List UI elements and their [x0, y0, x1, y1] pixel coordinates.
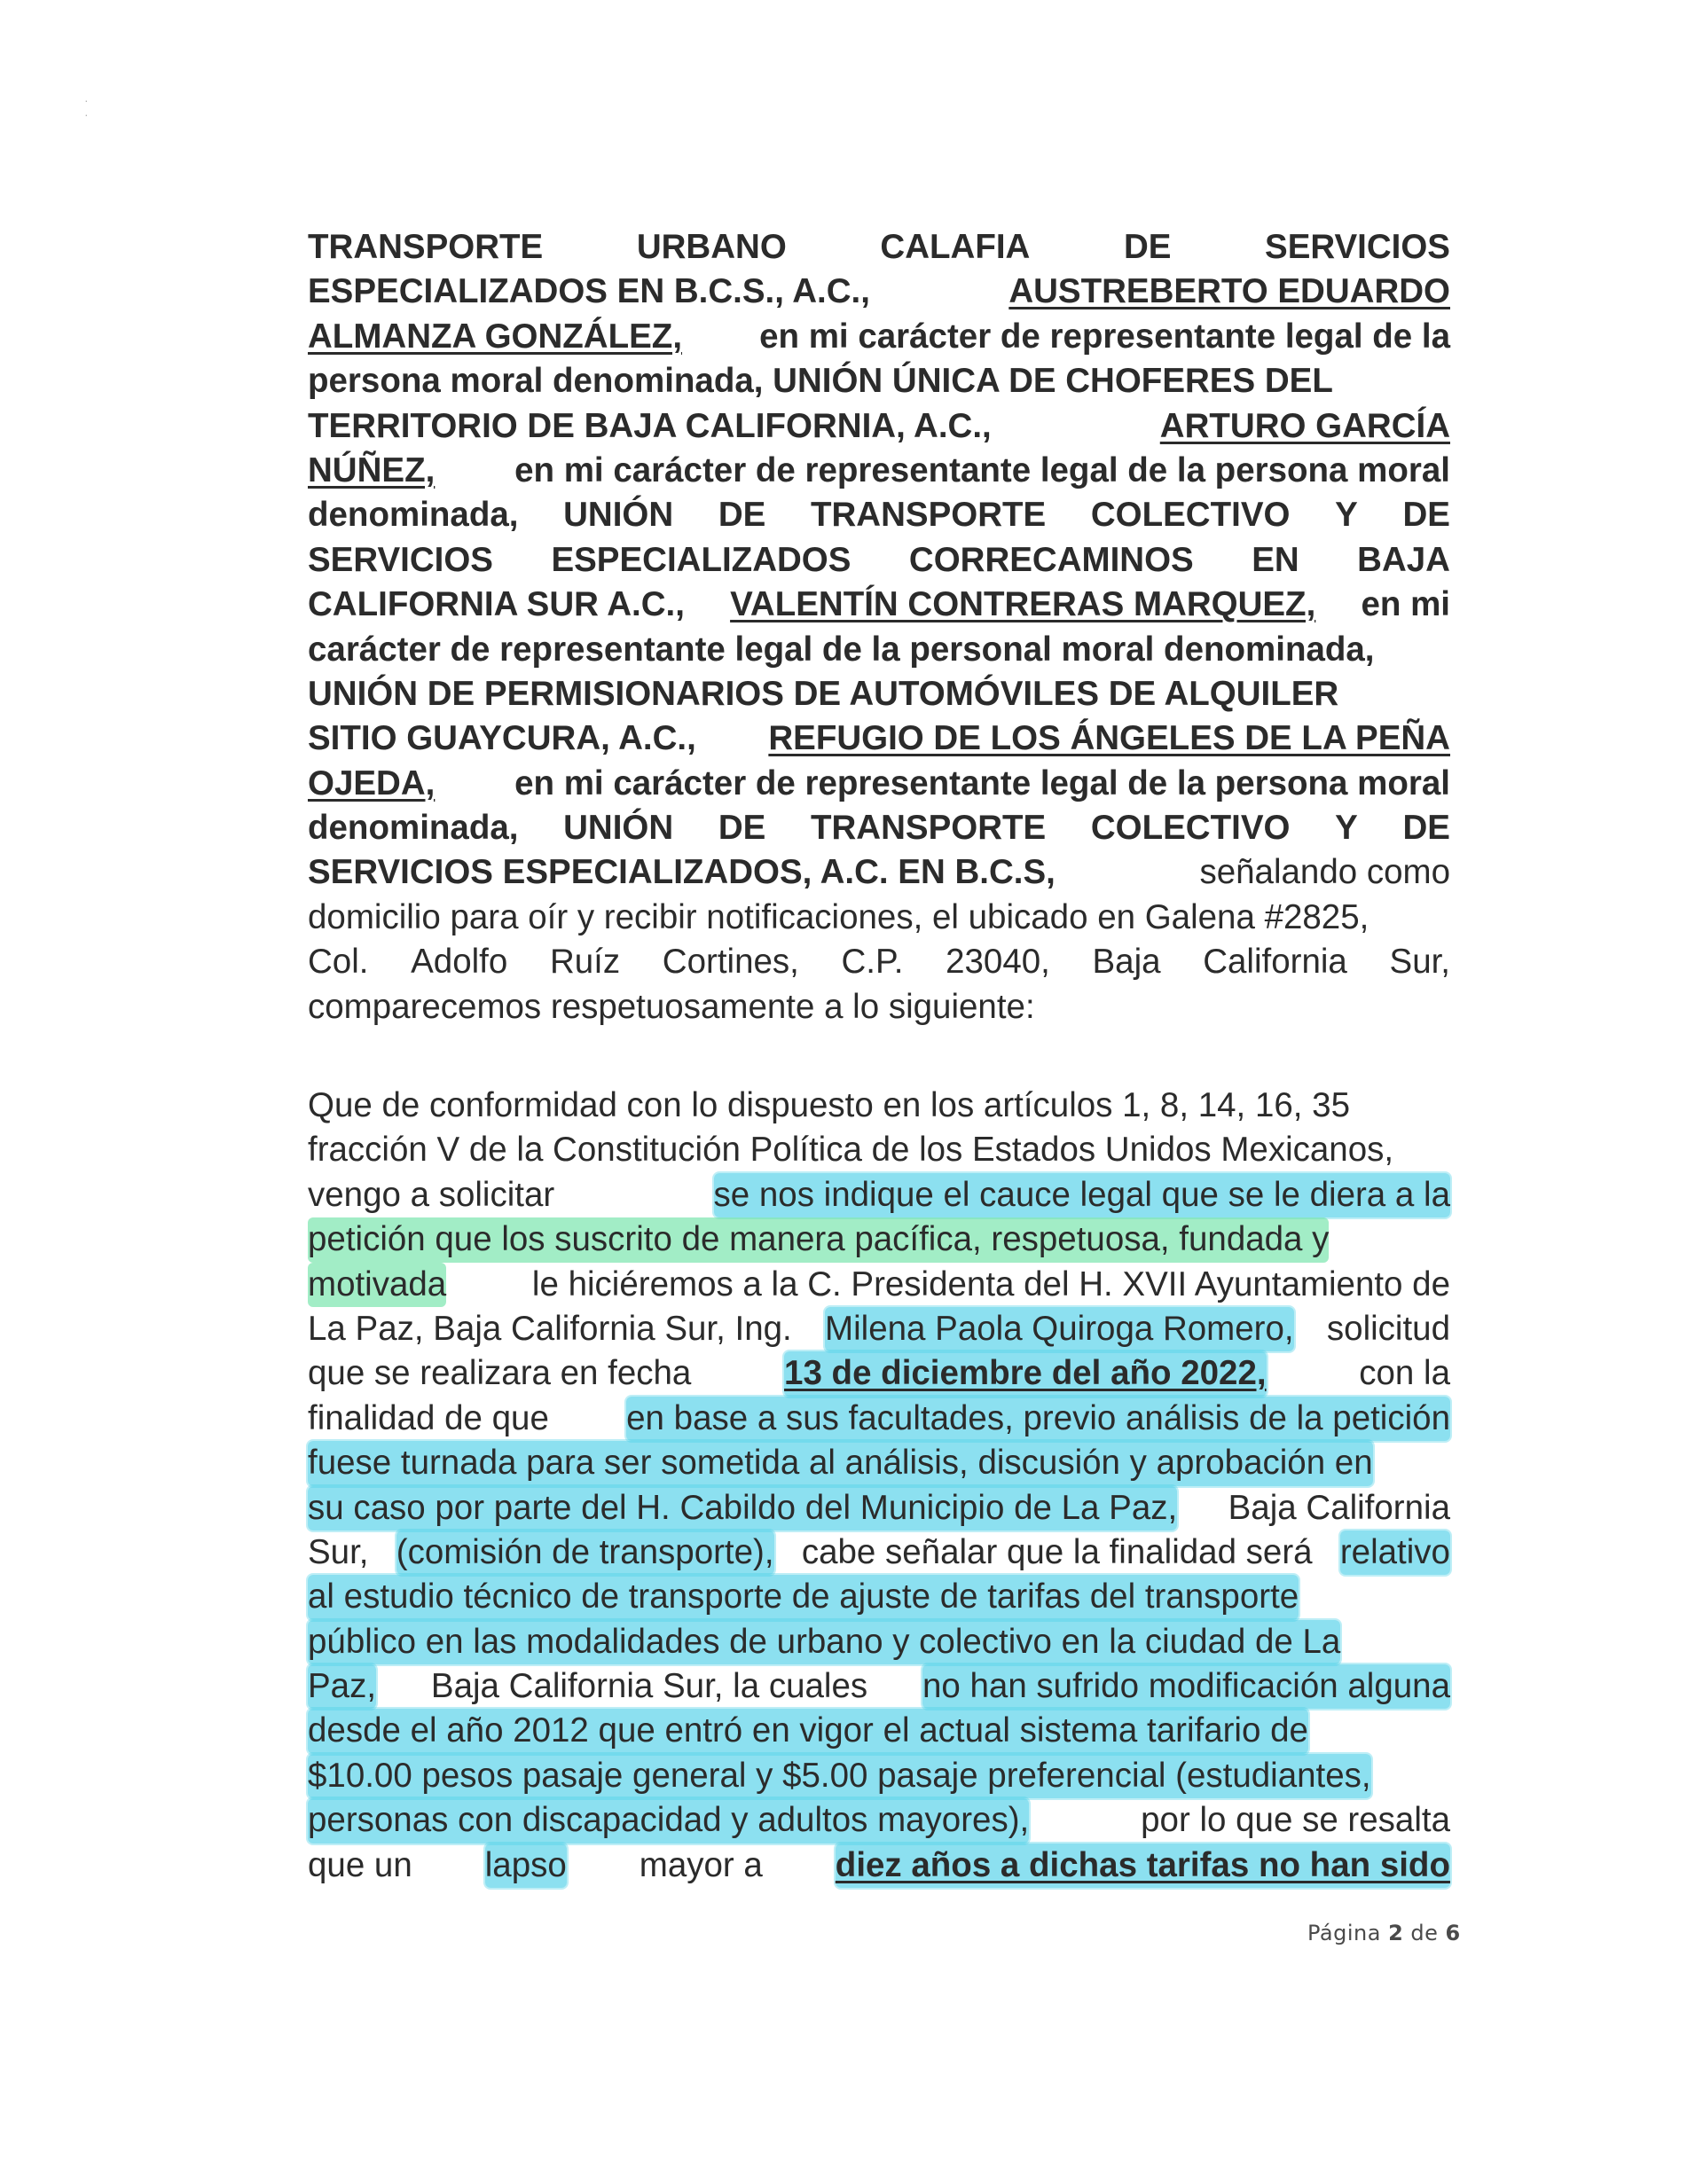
highlighted-text: desde el año 2012 que entró en vigor el actual sistema tarifario de: [308, 1709, 1308, 1753]
word: 23040,: [946, 943, 1050, 982]
text-run: fracción V de la Constitución Política de los Estados Unidos Mexicanos,: [308, 1131, 1394, 1170]
word: DE: [1402, 809, 1450, 848]
text-line: [308, 716, 1450, 761]
highlighted-text: público en las modalidades de urbano y colectivo en la ciudad de La: [308, 1620, 1340, 1664]
text-line: [308, 1486, 1450, 1530]
word: TRANSPORTE: [810, 809, 1047, 848]
representative-name: OJEDA,: [308, 763, 436, 802]
text-run: en mi carácter de representante legal de la persona moral: [514, 763, 1450, 802]
text-run: cabe señalar que la finalidad será: [801, 1532, 1313, 1571]
text-line: [308, 1397, 1450, 1441]
page-current: 2: [1388, 1921, 1404, 1945]
text-line: [308, 1530, 1450, 1575]
text-line: [308, 1128, 1450, 1172]
word: ESPECIALIZADOS: [551, 540, 852, 579]
representative-name: NÚÑEZ,: [308, 450, 436, 489]
text-line: [308, 538, 1450, 583]
text-line: [308, 1307, 1450, 1351]
text-run: TERRITORIO DE BAJA CALIFORNIA, A.C.,: [308, 406, 992, 445]
word: CALAFIA: [880, 228, 1031, 266]
word: BAJA: [1357, 540, 1450, 579]
text-run: por lo que se resalta: [1141, 1801, 1450, 1840]
word: TRANSPORTE: [810, 496, 1047, 535]
text-run: SITIO GUAYCURA, A.C.,: [308, 719, 696, 758]
text-line: [308, 1709, 1450, 1753]
text-run: señalando como: [1199, 853, 1450, 892]
text-line: [308, 940, 1450, 984]
text-run: UNIÓN DE PERMISIONARIOS DE AUTOMÓVILES DE ALQUILER: [308, 674, 1339, 713]
representative-name: AUSTREBERTO EDUARDO: [1008, 272, 1450, 311]
text-line: [308, 1843, 1450, 1888]
word: Y: [1335, 809, 1358, 848]
highlighted-text: petición que los suscrito de manera pacífica, respetuosa, fundada y: [308, 1217, 1329, 1262]
text-line: [308, 583, 1450, 627]
word: Baja: [1092, 943, 1161, 982]
text-line: [308, 985, 1450, 1029]
word: SERVICIOS: [308, 540, 493, 579]
word: DE: [1123, 228, 1172, 266]
highlighted-text: Milena Paola Quiroga Romero,: [825, 1307, 1294, 1351]
text-line: [308, 225, 1450, 270]
text-line: [308, 270, 1450, 314]
text-line: [308, 672, 1450, 716]
word: denominada,: [308, 496, 519, 535]
text-run: que se realizara en fecha: [308, 1354, 692, 1393]
highlighted-text: fuese turnada para ser sometida al análisis, discusión y aprobación en: [308, 1441, 1373, 1485]
highlighted-text: lapso: [485, 1843, 567, 1888]
word: Col.: [308, 943, 369, 982]
word: UNIÓN: [563, 496, 674, 535]
text-line: [308, 1084, 1450, 1128]
word: URBANO: [636, 228, 787, 266]
parties-paragraph: [308, 225, 1450, 1029]
text-run: La Paz, Baja California Sur, Ing.: [308, 1309, 792, 1348]
word: DE: [718, 809, 766, 848]
word: UNIÓN: [563, 809, 674, 848]
text-run: ESPECIALIZADOS EN B.C.S., A.C.,: [308, 272, 870, 311]
word: denominada,: [308, 809, 519, 848]
highlighted-text: no han sufrido modificación alguna: [922, 1664, 1450, 1709]
text-line: [308, 850, 1450, 895]
representative-name: ALMANZA GONZÁLEZ,: [308, 317, 683, 356]
highlighted-text: $10.00 pesos pasaje general y $5.00 pasaje preferencial (estudiantes,: [308, 1754, 1371, 1798]
text-line: [308, 762, 1450, 806]
text-line: [308, 359, 1450, 403]
text-run: Sur,: [308, 1532, 369, 1571]
word: Sur,: [1389, 943, 1450, 982]
text-run: que un: [308, 1845, 412, 1884]
page-total: 6: [1445, 1921, 1461, 1945]
text-run: en mi carácter de representante legal de la: [759, 317, 1450, 356]
word: COLECTIVO: [1090, 809, 1291, 848]
text-line: [308, 1351, 1450, 1396]
text-run: Que de conformidad con lo dispuesto en los artículos 1, 8, 14, 16, 35: [308, 1086, 1350, 1124]
page-separator: de: [1410, 1921, 1439, 1945]
text-line: [308, 628, 1450, 672]
text-line: [308, 1620, 1450, 1664]
word: Cortines,: [662, 943, 799, 982]
petition-paragraph: [308, 1084, 1450, 1888]
text-line: [308, 1441, 1450, 1485]
word: California: [1203, 943, 1347, 982]
page-label: Página: [1307, 1921, 1381, 1945]
text-run: vengo a solicitar: [308, 1175, 555, 1214]
word: CORRECAMINOS: [908, 540, 1194, 579]
word: C.P.: [841, 943, 904, 982]
address-text: domicilio para oír y recibir notificaciones, el ubicado en Galena #2825,: [308, 897, 1369, 936]
text-line: [308, 1263, 1450, 1307]
text-line: [308, 806, 1450, 850]
text-line: [308, 315, 1450, 359]
highlighted-text: motivada: [308, 1263, 446, 1307]
text-run: SERVICIOS ESPECIALIZADOS, A.C. EN B.C.S,: [308, 853, 1056, 892]
scan-mark: · ·: [84, 93, 94, 121]
word: TRANSPORTE: [308, 228, 544, 266]
highlighted-text: se nos indique el cauce legal que se le diera a la: [714, 1173, 1450, 1217]
text-run: finalidad de que: [308, 1398, 549, 1437]
word: Ruíz: [549, 943, 621, 982]
text-run: le hiciéremos a la C. Presidenta del H. XVII Ayuntamiento de: [531, 1264, 1450, 1303]
text-line: [308, 1217, 1450, 1262]
highlighted-text: en base a sus facultades, previo análisis de la petición: [626, 1397, 1450, 1441]
text-run: en mi carácter de representante legal de la persona moral: [514, 450, 1450, 489]
word: Adolfo: [411, 943, 508, 982]
word: DE: [718, 496, 766, 535]
page-number: [1307, 1921, 1461, 1945]
text-line: [308, 493, 1450, 537]
text-line: [308, 1575, 1450, 1619]
text-run: en mi: [1361, 585, 1450, 624]
representative-name: VALENTÍN CONTRERAS MARQUEZ,: [730, 585, 1316, 624]
text-line: [308, 404, 1450, 449]
highlighted-text: relativo: [1340, 1530, 1450, 1575]
text-line: [308, 449, 1450, 493]
representative-name: REFUGIO DE LOS ÁNGELES DE LA PEÑA: [768, 719, 1450, 758]
highlighted-text: personas con discapacidad y adultos mayores),: [308, 1798, 1029, 1843]
text-line: [308, 1664, 1450, 1709]
word: Y: [1335, 496, 1358, 535]
word: SERVICIOS: [1265, 228, 1450, 266]
highlighted-text: Paz,: [308, 1664, 376, 1709]
highlighted-text: su caso por parte del H. Cabildo del Municipio de La Paz,: [308, 1486, 1177, 1530]
highlighted-text: diez años a dichas tarifas no han sido: [836, 1843, 1450, 1888]
word: DE: [1402, 496, 1450, 535]
text-line: [308, 1173, 1450, 1217]
text-run: persona moral denominada, UNIÓN ÚNICA DE CHOFERES DEL: [308, 362, 1333, 401]
text-run: carácter de representante legal de la personal moral denominada,: [308, 630, 1375, 669]
representative-name: ARTURO GARCÍA: [1159, 406, 1450, 445]
highlighted-text: (comisión de transporte),: [396, 1530, 774, 1575]
text-run: con la: [1359, 1354, 1450, 1393]
word: COLECTIVO: [1090, 496, 1291, 535]
text-run: CALIFORNIA SUR A.C.,: [308, 585, 685, 624]
highlighted-text: al estudio técnico de transporte de ajuste de tarifas del transporte: [308, 1575, 1299, 1619]
highlighted-date: 13 de diciembre del año 2022,: [784, 1351, 1267, 1396]
word: EN: [1252, 540, 1299, 579]
text-run: comparecemos respetuosamente a lo siguiente:: [308, 987, 1035, 1026]
text-run: mayor a: [639, 1845, 763, 1884]
text-line: [308, 1798, 1450, 1843]
text-run: Baja California Sur, la cuales: [430, 1667, 868, 1706]
text-line: [308, 1754, 1450, 1798]
text-run: Baja California: [1228, 1488, 1450, 1527]
text-run: solicitud: [1326, 1309, 1450, 1348]
text-line: [308, 896, 1450, 940]
